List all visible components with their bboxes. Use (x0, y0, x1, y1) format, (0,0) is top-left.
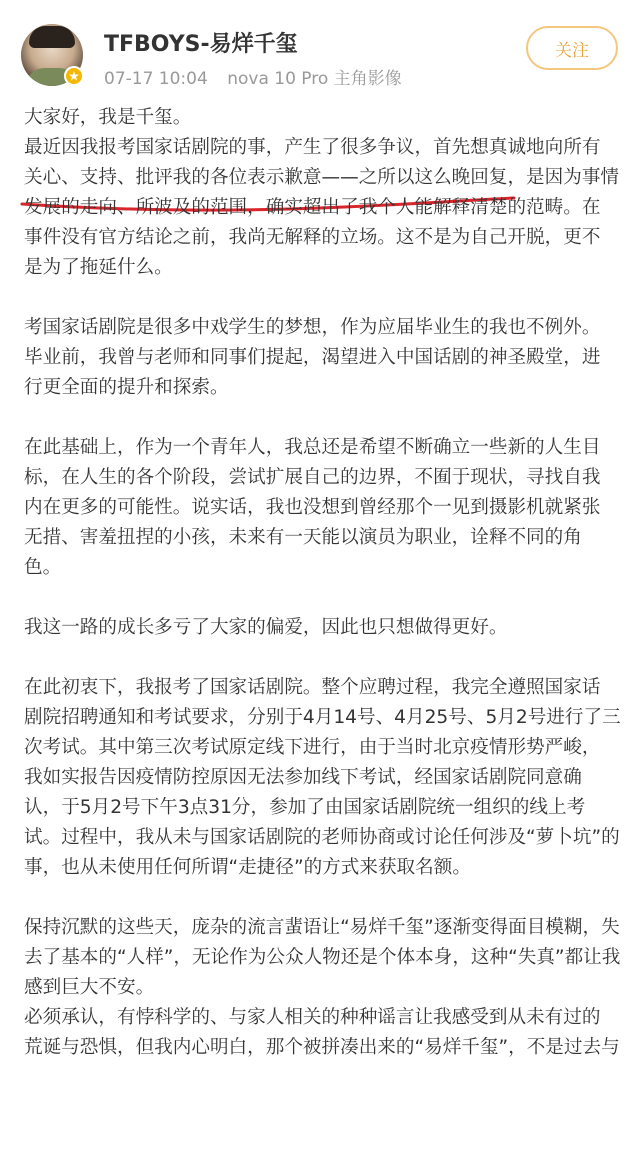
post-paragraph (24, 313, 620, 403)
post-text-line: 我这一路的成长多亏了大家的偏爱，因此也只想做得更好。 (24, 617, 508, 638)
verified-badge-icon (64, 66, 84, 86)
post-paragraph (24, 673, 620, 883)
paragraph-gap (24, 403, 620, 433)
verified-check-icon (69, 71, 79, 81)
post-paragraph (24, 103, 620, 283)
post-text-line: 事，也从未使用任何所谓“走捷径”的方式来获取名额。 (24, 857, 471, 878)
post-text-line: 剧院招聘通知和考试要求，分别于4月14号、4月25号、5月2号进行了三 (24, 707, 621, 728)
post-text-line: 内在更多的可能性。说实话，我也没想到曾经那个一见到摄影机就紧张 (24, 497, 601, 518)
post-paragraph (24, 913, 620, 1063)
post-text-line: 保持沉默的这些天，庞杂的流言蜚语让“易烊千玺”逐渐变得面目模糊，失 (24, 917, 620, 938)
post-text-line: 感到巨大不安。 (24, 977, 155, 998)
post-text-line: 在此基础上，作为一个青年人，我总还是希望不断确立一些新的人生目 (24, 437, 601, 458)
post-text-line: 考国家话剧院是很多中戏学生的梦想，作为应届毕业生的我也不例外。 (24, 317, 601, 338)
follow-button[interactable]: 关注 (526, 26, 618, 70)
paragraph-gap (24, 283, 620, 313)
post-time: 07-17 10:04 (104, 69, 208, 89)
post-text-line: 事件没有官方结论之前，我尚无解释的立场。这不是为自己开脱，更不 (24, 227, 601, 248)
paragraph-gap (24, 583, 620, 613)
post-meta (104, 64, 402, 89)
post-text-line: 色。 (24, 557, 62, 578)
post-device: nova 10 Pro 主角影像 (227, 69, 402, 89)
post-text-line: 必须承认，有悖科学的、与家人相关的种种谣言让我感受到从未有过的 (24, 1007, 601, 1028)
post-body (24, 103, 620, 1063)
avatar-hair-shape (29, 26, 75, 48)
post-text-line: 我如实报告因疫情防控原因无法参加线下考试，经国家话剧院同意确 (24, 767, 582, 788)
post-text-line: 试。过程中，我从未与国家话剧院的老师协商或讨论任何涉及“萝卜坑”的 (24, 827, 620, 848)
post-text-line: 无措、害羞扭捏的小孩，未来有一天能以演员为职业，诠释不同的角 (24, 527, 582, 548)
post-text-line: 最近因我报考国家话剧院的事，产生了很多争议，首先想真诚地向所有 (24, 137, 601, 158)
post-paragraph (24, 613, 620, 643)
post-text-line: 认，于5月2号下午3点31分，参加了由国家话剧院统一组织的线上考 (24, 797, 586, 818)
post-header (0, 0, 640, 100)
post-paragraph (24, 433, 620, 583)
post-text-line: 去了基本的“人样”，无论作为公众人物还是个体本身，这种“失真”都让我 (24, 947, 621, 968)
post-text-line: 标，在人生的各个阶段，尝试扩展自己的边界，不囿于现状，寻找自我 (24, 467, 601, 488)
post-text-line: 毕业前，我曾与老师和同事们提起，渴望进入中国话剧的神圣殿堂，进 (24, 347, 601, 368)
username[interactable]: TFBOYS-易烊千玺 (104, 32, 298, 57)
post-text-line: 大家好，我是千玺。 (24, 107, 192, 128)
post-text-line: 行更全面的提升和探索。 (24, 377, 229, 398)
post-text-line: 荒诞与恐惧，但我内心明白，那个被拼凑出来的“易烊千玺”，不是过去与 (24, 1037, 620, 1058)
paragraph-gap (24, 883, 620, 913)
post-text-line: 次考试。其中第三次考试原定线下进行，由于当时北京疫情形势严峻， (24, 737, 601, 758)
post-text-line: 发展的走向、所波及的范围，确实超出了我个人能解释清楚的范畴。在 (24, 197, 601, 218)
post-text-line: 在此初衷下，我报考了国家话剧院。整个应聘过程，我完全遵照国家话 (24, 677, 601, 698)
paragraph-gap (24, 643, 620, 673)
post-text-line: 是为了拖延什么。 (24, 257, 173, 278)
post-text-line: 关心、支持、批评我的各位表示歉意——之所以这么晚回复，是因为事情 (24, 167, 620, 188)
